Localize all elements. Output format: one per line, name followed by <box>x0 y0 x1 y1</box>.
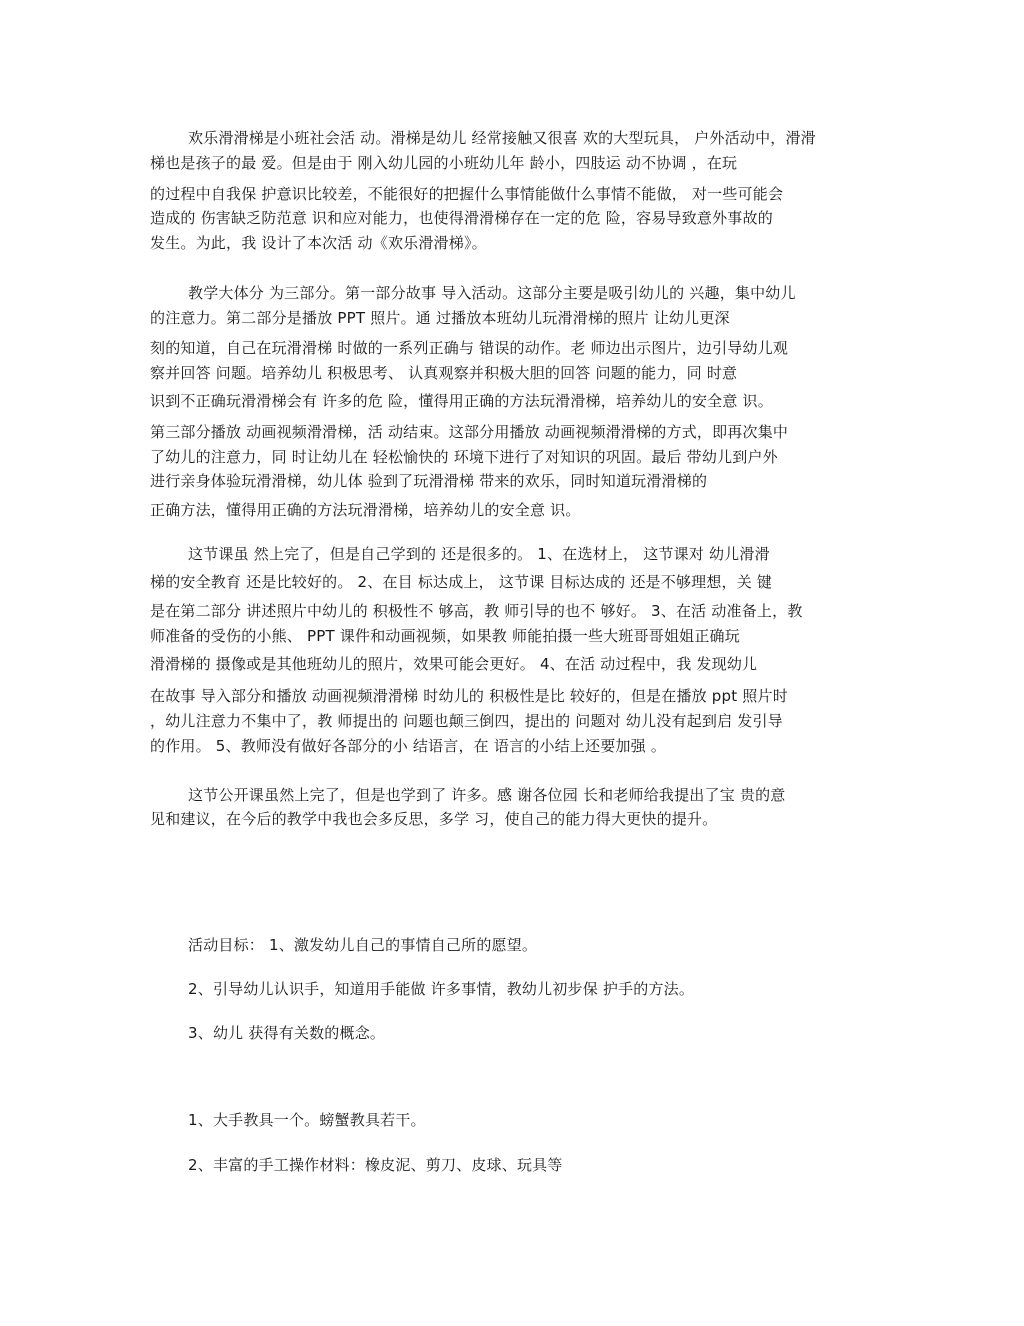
paragraph-1-line-2: 梯也是孩子的最 爱。但是由于 刚入幼儿园的小班幼儿年 龄小，四肢运 动不协调 ，在玩 <box>150 154 738 172</box>
paragraph-3-line-5: 滑滑梯的 摄像或是其他班幼儿的照片，效果可能会更好。 4、在活 动过程中，我 发现幼儿 <box>150 655 758 673</box>
paragraph-3-line-8: 的作用。 5、教师没有做好各部分的小 结语言，在 语言的小结上还要加强 。 <box>150 737 667 755</box>
material-line-1: 1、大手教具一个。螃蟹教具若干。 <box>188 1111 426 1129</box>
paragraph-2-line-2: 的注意力。第二部分是播放 PPT 照片。通 过播放本班幼儿玩滑滑梯的照片 让幼儿更深 <box>150 309 730 327</box>
paragraph-2-line-6: 第三部分播放 动画视频滑滑梯，活 动结束。这部分用播放 动画视频滑滑梯的方式，即再次集中 <box>150 423 789 441</box>
goal-line-2: 2、引导幼儿认识手，知道用手能做 许多事情，教幼儿初步保 护手的方法。 <box>188 980 695 998</box>
paragraph-1-line-1: 欢乐滑滑梯是小班社会活 动。滑梯是幼儿 经常接触又很喜 欢的大型玩具， 户外活动中，滑滑 <box>188 129 816 147</box>
paragraph-2-line-8: 进行亲身体验玩滑滑梯，幼儿体 验到了玩滑滑梯 带来的欢乐，同时知道玩滑滑梯的 <box>150 472 708 490</box>
material-line-2: 2、丰富的手工操作材料：橡皮泥、剪刀、皮球、玩具等 <box>188 1156 563 1174</box>
paragraph-4-line-2: 见和建议，在今后的教学中我也会多反思，多学 习，使自己的能力得大更快的提升。 <box>150 810 718 828</box>
paragraph-2-line-1: 教学大体分 为三部分。第一部分故事 导入活动。这部分主要是吸引幼儿的 兴趣，集中幼儿 <box>188 284 796 302</box>
paragraph-3-line-6: 在故事 导入部分和播放 动画视频滑滑梯 时幼儿的 积极性是比 较好的，但是在播放 ppt 照片时 <box>150 687 788 705</box>
paragraph-3-line-3: 是在第二部分 讲述照片中幼儿的 积极性不 够高，教 师引导的也不 够好。 3、在活 动准备上，教 <box>150 602 803 620</box>
paragraph-1-line-3: 的过程中自我保 护意识比较差，不能很好的把握什么事情能做什么事情不能做， 对一些可能会 <box>150 185 784 203</box>
paragraph-1-line-4: 造成的 伤害缺乏防范意 识和应对能力，也使得滑滑梯存在一定的危 险，容易导致意外事故的 <box>150 209 773 227</box>
paragraph-2-line-3: 刻的知道，自己在玩滑滑梯 时做的一系列正确与 错误的动作。老 师边出示图片，边引导幼儿观 <box>150 339 789 357</box>
paragraph-4-line-1: 这节公开课虽然上完了，但是也学到了 许多。感 谢各位园 长和老师给我提出了宝 贵的意 <box>188 786 786 804</box>
goal-line-3: 3、幼儿 获得有关数的概念。 <box>188 1024 386 1042</box>
paragraph-2-line-9: 正确方法，懂得用正确的方法玩滑滑梯，培养幼儿的安全意 识。 <box>150 501 581 519</box>
paragraph-3-line-7: ，幼儿注意力不集中了，教 师提出的 问题也颠三倒四，提出的 问题对 幼儿没有起到启 发引导 <box>150 712 783 730</box>
paragraph-3-line-4: 师准备的受伤的小熊、 PPT 课件和动画视频，如果教 师能拍摄一些大班哥哥姐姐正确玩 <box>150 627 740 645</box>
goal-line-1: 活动目标： 1、激发幼儿自己的事情自己所的愿望。 <box>188 936 538 954</box>
paragraph-3-line-2: 梯的安全教育 还是比较好的。 2、在目 标达成上， 这节课 目标达成的 还是不够理想，关 键 <box>150 573 773 591</box>
paragraph-2-line-7: 了幼儿的注意力，同 时让幼儿在 轻松愉快的 环境下进行了对知识的巩固。最后 带幼儿到户外 <box>150 448 778 466</box>
paragraph-1-line-5: 发生。为此，我 设计了本次活 动《欢乐滑滑梯》。 <box>150 234 487 252</box>
paragraph-2-line-4: 察并回答 问题。培养幼儿 积极思考、 认真观察并积极大胆的回答 问题的能力，同 时意 <box>150 364 738 382</box>
paragraph-3-line-1: 这节课虽 然上完了，但是自己学到的 还是很多的。 1、在选材上， 这节课对 幼儿滑滑 <box>188 545 770 563</box>
paragraph-2-line-5: 识到不正确玩滑滑梯会有 许多的危 险，懂得用正确的方法玩滑滑梯，培养幼儿的安全意 识。 <box>150 392 773 410</box>
